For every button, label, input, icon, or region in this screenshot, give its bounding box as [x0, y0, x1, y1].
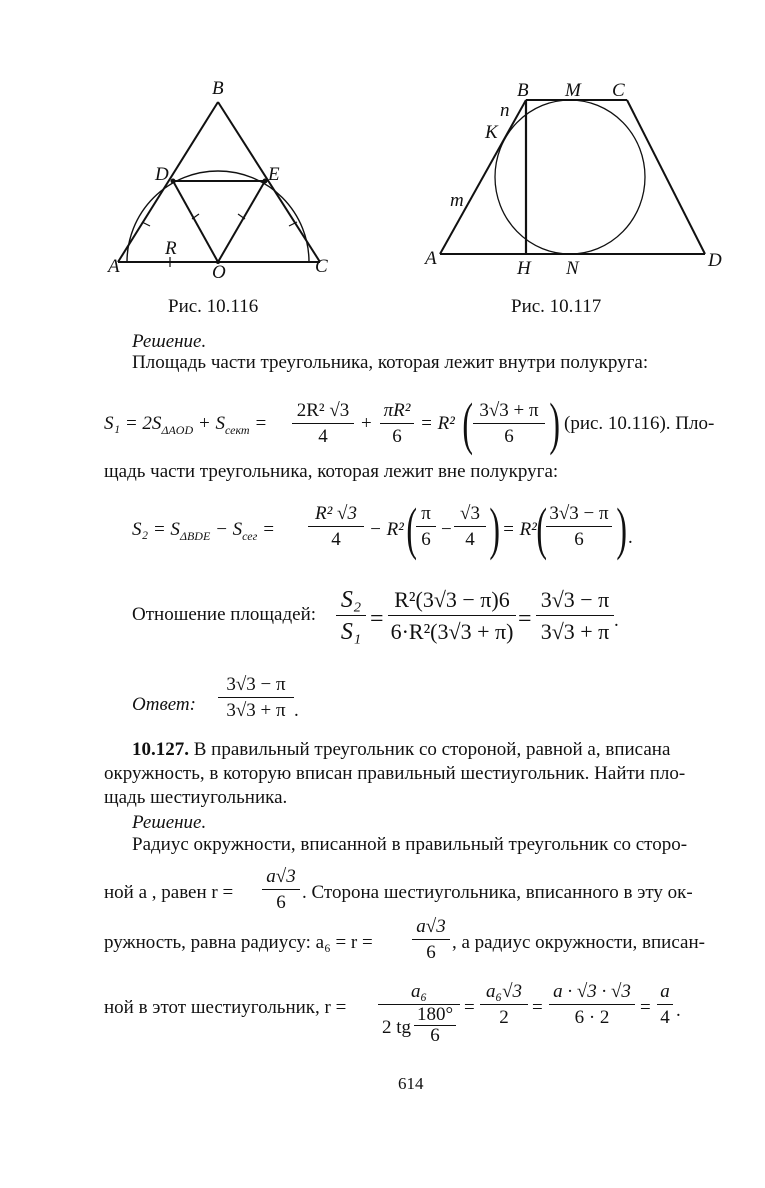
label-a-117: A — [425, 248, 437, 269]
sol2-line-4-frac-1: a₆ 2 tg 180° 6 — [378, 981, 460, 1051]
s2-inner-minus: − — [441, 519, 452, 540]
s2-lparen-1: ( — [406, 496, 417, 561]
s1-frac-3: 3√3 + π 6 — [473, 400, 545, 448]
label-c-116: C — [315, 256, 328, 277]
problem-number: 10.127. — [132, 739, 189, 760]
s2-rparen-1: ) — [489, 496, 500, 561]
figure-10-116 — [110, 80, 350, 290]
solution-label: Решение. — [132, 331, 207, 352]
problem-10-127 — [104, 738, 685, 810]
sol2-line-4-eq-1: = — [464, 997, 475, 1018]
solution2-label: Решение. — [132, 812, 207, 833]
s1-tail: (рис. 10.116). Пло- — [564, 413, 715, 434]
s1-lhs: $S_1 = 2S_{\Delta AOD} + S_{сект}$ = — [104, 413, 268, 437]
label-k-117: K — [485, 122, 498, 143]
caption-10-117: Рис. 10.117 — [511, 296, 602, 317]
page-number: 614 — [398, 1074, 424, 1093]
s2-lparen-2: ( — [536, 496, 547, 561]
side-cd-117 — [627, 100, 705, 254]
label-r-116: R — [165, 238, 177, 259]
label-m-117: M — [565, 80, 581, 101]
ratio-eq-2: = — [518, 606, 532, 632]
label-o-116: O — [212, 262, 226, 283]
label-m-small-117: m — [450, 190, 464, 211]
s1-intro: Площадь части треугольника, которая лежит внутри полукруга: — [132, 352, 649, 373]
sol2-line-1: Радиус окружности, вписанной в правильный треугольник со сторо- — [132, 834, 688, 855]
label-d-117: D — [708, 250, 722, 271]
sol2-line-4-end: . — [676, 1000, 681, 1021]
sol2-line-2-frac: a√3 6 — [262, 866, 300, 914]
tick-ad — [142, 222, 150, 226]
side-ab-117 — [440, 100, 526, 254]
sol2-line-4-eq-3: = — [640, 997, 651, 1018]
s2-minus: − R² — [369, 519, 404, 540]
problem-line-2: окружность, в которую вписан правильный шестиугольник. Найти пло- — [104, 763, 686, 784]
label-n-117: N — [566, 258, 579, 279]
answer-end: . — [294, 700, 299, 721]
s2-frac-2a: π 6 — [416, 503, 436, 551]
s2-end: . — [628, 527, 633, 548]
point-e — [263, 179, 268, 184]
s2-eq2: = R² — [502, 519, 537, 540]
s1-frac-1: 2R² √3 4 — [292, 400, 354, 448]
s2-frac-3: 3√3 − π 6 — [546, 503, 612, 551]
s1-rparen: ) — [549, 391, 560, 456]
label-n-small-117: n — [500, 100, 510, 121]
caption-10-116: Рис. 10.116 — [168, 296, 259, 317]
label-a-116: A — [108, 256, 120, 277]
segment-oe — [218, 181, 265, 262]
s2-intro: щадь части треугольника, которая лежит вне полукруга: — [104, 461, 559, 482]
inscribed-circle — [495, 100, 645, 254]
sol2-line-2-post: . Сторона шестиугольника, вписанного в эту ок- — [302, 882, 693, 903]
ratio-frac-c: 3√3 − π 3√3 + π — [536, 586, 614, 646]
sol2-line-4-frac-3: a · √3 · √3 6 · 2 — [549, 981, 635, 1029]
ratio-eq-1: = — [370, 606, 384, 632]
point-d — [171, 179, 176, 184]
label-e-116: E — [268, 164, 280, 185]
label-b-116: B — [212, 78, 224, 99]
s1-eq2: = R² — [420, 413, 455, 434]
segment-od — [173, 181, 218, 262]
answer-frac: 3√3 − π 3√3 + π — [218, 674, 294, 722]
ratio-frac-a: S₂ S₁ — [336, 586, 366, 646]
label-d-116: D — [155, 164, 169, 185]
answer-label: Ответ: — [132, 694, 196, 715]
label-c-117: C — [612, 80, 625, 101]
sol2-line-3-post: , а радиус окружности, вписан- — [452, 932, 705, 953]
s2-lhs: $S_2 = S_{\Delta BDE} - S_{сег}$ = — [132, 519, 275, 543]
sol2-line-3-pre: ружность, равна радиусу: a₆ = r = — [104, 932, 373, 953]
sol2-line-2-pre: ной a , равен r = — [104, 882, 234, 903]
problem-line-3: щадь шестиугольника. — [104, 787, 288, 808]
sol2-line-4-frac-4: a 4 — [657, 981, 673, 1029]
s2-frac-1: R² √3 4 — [308, 503, 364, 551]
s2-rparen-2: ) — [616, 496, 627, 561]
s1-lparen: ( — [462, 391, 473, 456]
sol2-line-4-eq-2: = — [532, 997, 543, 1018]
s1-frac-2: πR² 6 — [380, 400, 414, 448]
s1-plus: + — [361, 413, 372, 434]
ratio-frac-b: R²(3√3 − π)6 6·R²(3√3 + π) — [388, 586, 516, 646]
sol2-line-3-frac: a√3 6 — [412, 916, 450, 964]
s2-frac-2b: √3 4 — [454, 503, 486, 551]
label-b-117: B — [517, 80, 529, 101]
problem-line-1: В правильный треугольник со стороной, равной a, вписана — [189, 739, 671, 760]
ratio-label: Отношение площадей: — [132, 604, 317, 625]
sol2-line-4-pre: ной в этот шестиугольник, r = — [104, 997, 347, 1018]
ratio-end: . — [614, 610, 619, 631]
label-h-117: H — [517, 258, 531, 279]
sol2-line-4-frac-2: a₆√3 2 — [480, 981, 528, 1029]
